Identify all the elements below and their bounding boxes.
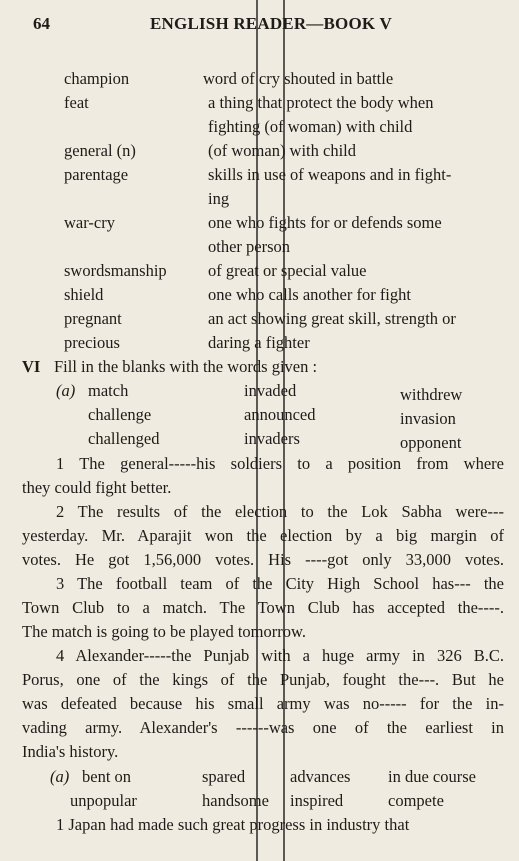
glossary-meaning: an act showing great skill, strength or — [208, 309, 456, 328]
word-option: spared — [202, 767, 246, 786]
glossary-word: shield — [64, 285, 104, 304]
word-option: invaded — [244, 381, 297, 400]
glossary-word: swordsmanship — [64, 261, 167, 280]
exercise-line: 3 The football team of the City High School has--- the — [56, 574, 504, 593]
glossary-meaning: fighting (of woman) with child — [208, 117, 413, 136]
page-title: ENGLISH READER—BOOK V — [150, 14, 392, 33]
glossary-meaning: skills in use of weapons and in fight- — [208, 165, 452, 184]
exercise-line: 2 The results of the election to the Lok Sabha were--- — [56, 502, 504, 521]
exercise-line: Porus, one of the kings of the Punjab, fought the---. But he — [22, 670, 504, 689]
list-label: (a) — [56, 381, 76, 400]
glossary-word: war-cry — [64, 213, 115, 232]
glossary-meaning: a thing that protect the body when — [208, 93, 434, 112]
glossary-word: pregnant — [64, 309, 122, 328]
exercise-line: 4 Alexander-----the Punjab with a huge army in 326 B.C. — [56, 646, 504, 665]
exercise-line: 1 Japan had made such great progress in industry that — [56, 815, 410, 834]
word-option: handsome — [202, 791, 269, 810]
word-option: compete — [388, 791, 444, 810]
glossary-word: precious — [64, 333, 120, 352]
glossary-meaning: daring a fighter — [208, 333, 310, 352]
word-option: invasion — [400, 409, 456, 428]
glossary-meaning: of great or special value — [208, 261, 367, 280]
exercise-line: they could fight better. — [22, 478, 172, 497]
word-option: challenge — [88, 405, 152, 424]
word-option: announced — [244, 405, 316, 424]
word-option: withdrew — [400, 385, 463, 404]
glossary-meaning: (of woman) with child — [208, 141, 357, 160]
glossary-meaning: other person — [208, 237, 291, 256]
section-numeral: VI — [22, 357, 41, 376]
list-label: (a) — [50, 767, 70, 786]
exercise-line: vading army. Alexander's ------was one of the earliest in — [22, 718, 504, 737]
glossary-meaning: ing — [208, 189, 230, 208]
word-option: in due course — [388, 767, 476, 786]
exercise-line: The match is going to be played tomorrow. — [22, 622, 306, 641]
page-number: 64 — [33, 14, 50, 33]
glossary-meaning: one who calls another for fight — [208, 285, 411, 304]
glossary-word: parentage — [64, 165, 129, 184]
glossary-meaning: word of cry shouted in battle — [203, 69, 394, 88]
word-option: advances — [290, 767, 351, 786]
glossary-word: feat — [64, 93, 89, 112]
word-option: challenged — [88, 429, 160, 448]
word-option: invaders — [244, 429, 300, 448]
exercise-line: was defeated because his small army was no----- for the in- — [22, 694, 504, 713]
exercise-line: Town Club to a match. The Town Club has accepted the----. — [22, 598, 504, 617]
exercise-line: yesterday. Mr. Aparajit won the election by a big margin of — [22, 526, 504, 545]
word-option: opponent — [400, 433, 462, 452]
word-option: inspired — [290, 791, 344, 810]
exercise-line: India's history. — [22, 742, 119, 761]
glossary-meaning: one who fights for or defends some — [208, 213, 442, 232]
glossary-word: general (n) — [64, 141, 136, 160]
exercise-line: 1 The general-----his soldiers to a position from where — [56, 454, 504, 473]
glossary-word: champion — [64, 69, 130, 88]
exercise-line: votes. He got 1,56,000 votes. His ----got only 33,000 votes. — [22, 550, 504, 569]
word-option: bent on — [82, 767, 132, 786]
word-option: unpopular — [70, 791, 137, 810]
section-instruction: Fill in the blanks with the words given : — [54, 357, 318, 376]
word-option: match — [88, 381, 129, 400]
